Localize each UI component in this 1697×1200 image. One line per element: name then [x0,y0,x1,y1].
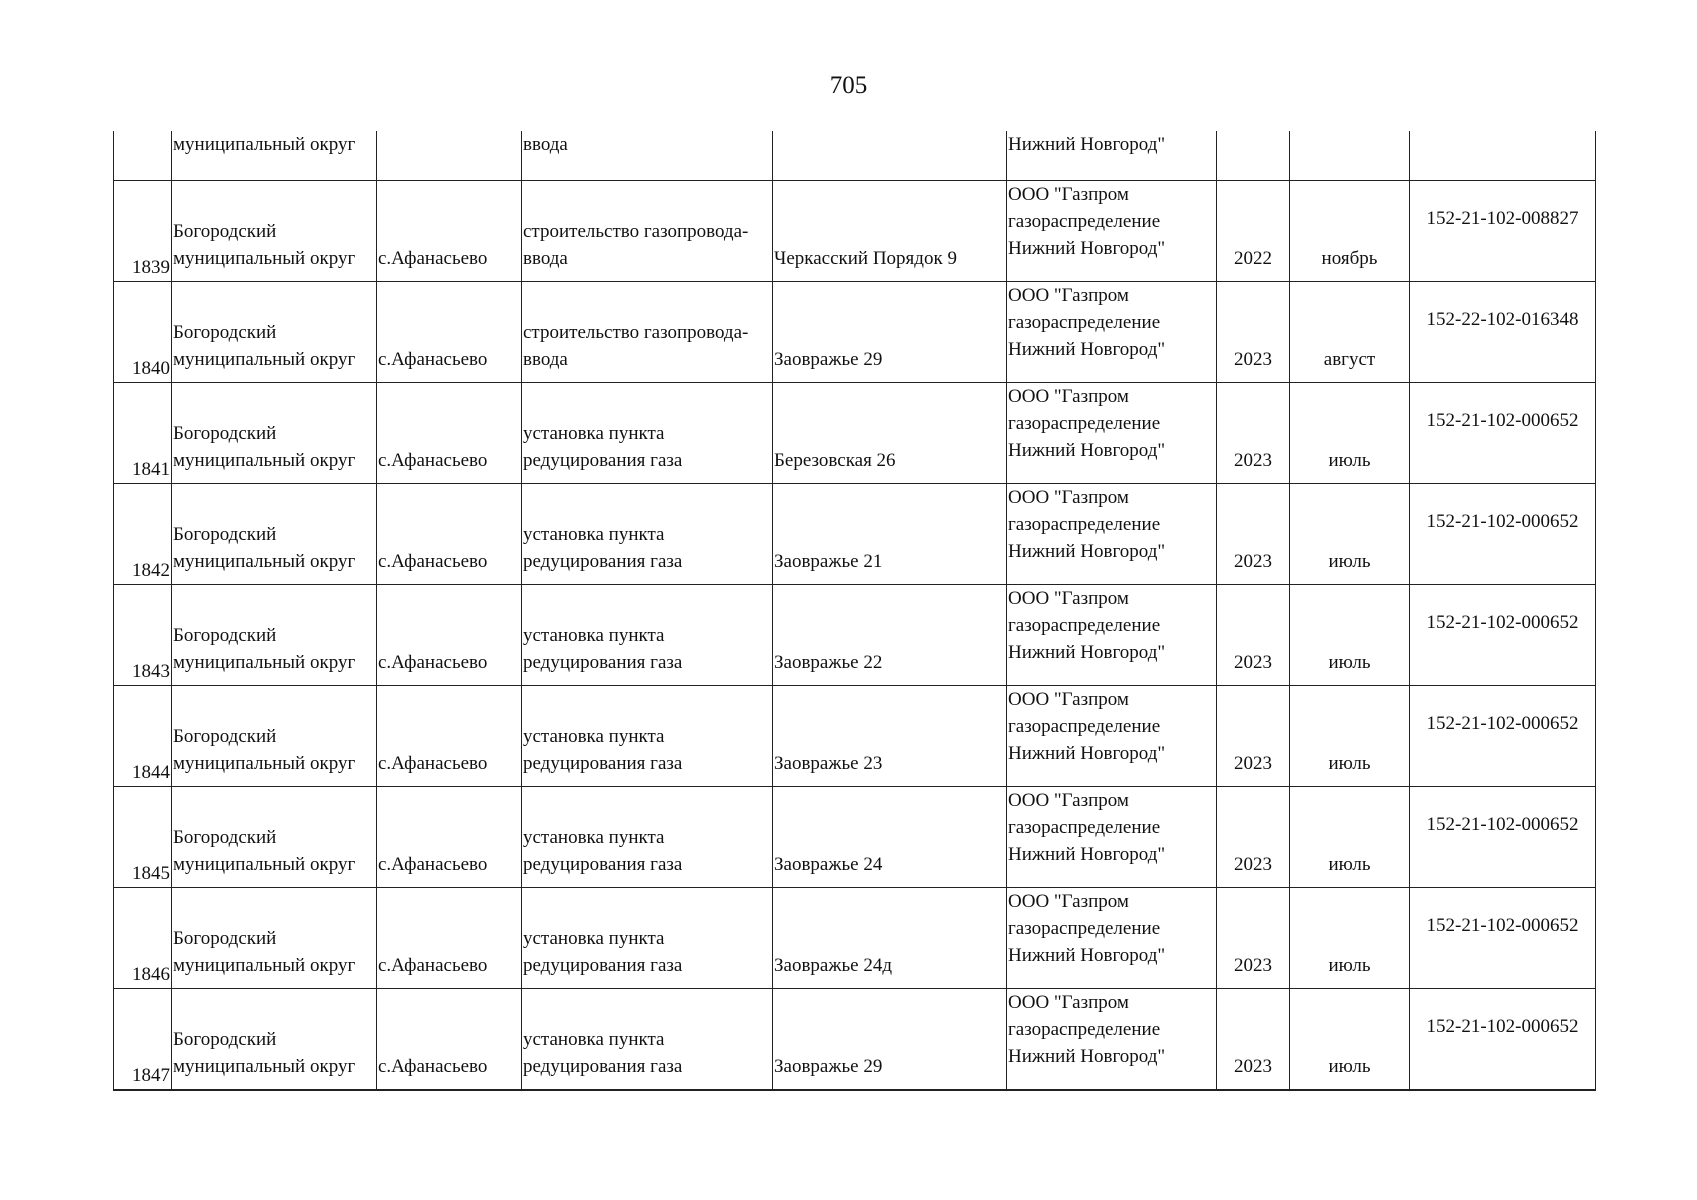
cell-settlement [377,686,522,787]
year: 2022 [1234,247,1272,269]
year: 2023 [1234,449,1272,471]
month: июль [1328,853,1371,875]
cell-work [522,787,773,888]
district-line-2: муниципальный округ [173,1055,356,1077]
settlement: с.Афанасьево [378,348,488,370]
org-line-3: Нижний Новгород" [1008,238,1166,259]
cell-code [1410,787,1596,888]
year: 2023 [1234,550,1272,572]
cell-address [773,181,1007,282]
year: 2023 [1234,752,1272,774]
page-number: 705 [829,72,868,99]
row-number: 1840 [114,282,172,383]
table-row [114,888,1596,989]
cell-year [1217,787,1290,888]
cell-year [1217,989,1290,1091]
cell-month [1290,383,1410,484]
gas-works-table [113,131,1596,1091]
table-row [114,383,1596,484]
table-row [114,181,1596,282]
cell-month [1290,787,1410,888]
row-number: 1842 [114,484,172,585]
cell-address [773,282,1007,383]
row-number: 1846 [114,888,172,989]
year: 2023 [1234,348,1272,370]
cell-code [1410,282,1596,383]
work-line-1: установка пункта [523,826,665,848]
work-line-1: установка пункта [523,725,665,747]
work-line-2: редуцирования газа [523,1055,683,1077]
month: июль [1328,449,1371,471]
org-line-1: ООО "Газпром [1008,285,1129,306]
district-line-1: Богородский [173,1028,277,1050]
work-line-1: установка пункта [523,1028,665,1050]
cell-year [1217,585,1290,686]
district-line-1: Богородский [173,725,277,747]
code: 152-21-102-008827 [1426,207,1579,229]
org-line-3: Нижний Новгород" [1008,1046,1166,1067]
work-line-2: редуцирования газа [523,550,683,572]
cell-work [522,484,773,585]
month: июль [1328,752,1371,774]
org-line-1: ООО "Газпром [1008,184,1129,205]
cell-settlement [377,989,522,1091]
org-line-3: Нижний Новгород" [1008,743,1166,764]
code: 152-21-102-000652 [1426,813,1579,835]
year: 2023 [1234,1055,1272,1077]
cell-settlement [377,787,522,888]
cell-code [1410,181,1596,282]
org-line-1: ООО "Газпром [1008,588,1129,609]
cell-year [1217,686,1290,787]
cell-settlement [377,888,522,989]
work-line-2: редуцирования газа [523,853,683,875]
cell-num [114,131,172,181]
org-line-2: газораспределение [1008,1019,1161,1040]
cell-district [172,989,377,1091]
org-line-1: ООО "Газпром [1008,790,1129,811]
cell-year [1217,131,1290,181]
month: ноябрь [1321,247,1378,269]
cell-code [1410,484,1596,585]
cell-month [1290,585,1410,686]
district-line-2: муниципальный округ [173,752,356,774]
cell-address [773,585,1007,686]
settlement: с.Афанасьево [378,853,488,875]
work-line-1: установка пункта [523,523,665,545]
cell-settlement [377,131,522,181]
cell-address [773,787,1007,888]
address: Березовская 26 [774,449,896,471]
address: Заовражье 24 [774,853,883,875]
cell-work [522,686,773,787]
org-line-3: Нижний Новгород" [1008,642,1166,663]
cell-district [172,181,377,282]
cell-district [172,484,377,585]
district-line-2: муниципальный округ [173,449,356,471]
table-row [114,686,1596,787]
address: Заовражье 29 [774,1055,883,1077]
cell-organization [1007,181,1217,282]
cell-district [172,585,377,686]
cell-year [1217,181,1290,282]
cell-organization [1007,282,1217,383]
org-line-2: газораспределение [1008,211,1161,232]
district-line-1: Богородский [173,321,277,343]
district-line-2: муниципальный округ [173,651,356,673]
cell-code [1410,383,1596,484]
cell-work [522,181,773,282]
code: 152-22-102-016348 [1426,308,1579,330]
cell-address [773,686,1007,787]
cell-year [1217,282,1290,383]
work-line-1: строительство газопровода- [523,220,749,242]
district-line-2: муниципальный округ [173,853,356,875]
cell-address [773,989,1007,1091]
code: 152-21-102-000652 [1426,611,1579,633]
cell-month [1290,282,1410,383]
cell-work [522,888,773,989]
cell-code [1410,131,1596,181]
code: 152-21-102-000652 [1426,510,1579,532]
code: 152-21-102-000652 [1426,914,1579,936]
month: июль [1328,550,1371,572]
org-line-1: ООО "Газпром [1008,689,1129,710]
cell-organization [1007,989,1217,1091]
district-line-1: Богородский [173,220,277,242]
org-line-2: газораспределение [1008,312,1161,333]
settlement: с.Афанасьево [378,247,488,269]
org-line-1: ООО "Газпром [1008,386,1129,407]
org-line-3: Нижний Новгород" [1008,541,1166,562]
cell-address [773,131,1007,181]
settlement: с.Афанасьево [378,550,488,572]
org-line-2: газораспределение [1008,514,1161,535]
org-line-1: ООО "Газпром [1008,487,1129,508]
district-line-1: Богородский [173,523,277,545]
cell-district [172,383,377,484]
address: Черкасский Порядок 9 [774,247,957,269]
org-line-3: Нижний Новгород" [1008,945,1166,966]
cell-code [1410,686,1596,787]
address: Заовражье 24д [774,954,892,976]
settlement: с.Афанасьево [378,954,488,976]
cell-district: муниципальный округ [172,131,377,181]
year: 2023 [1234,651,1272,673]
cell-organization [1007,484,1217,585]
cell-organization [1007,888,1217,989]
table-row-continuation [114,131,1596,181]
org-line-2: газораспределение [1008,615,1161,636]
code: 152-21-102-000652 [1426,712,1579,734]
cell-district [172,787,377,888]
cell-organization [1007,787,1217,888]
cell-work [522,585,773,686]
work-line-1: установка пункта [523,927,665,949]
work-line-2: редуцирования газа [523,449,683,471]
work-line-2: редуцирования газа [523,954,683,976]
work-line-1: строительство газопровода- [523,321,749,343]
cell-organization [1007,585,1217,686]
org-line-1: ООО "Газпром [1008,891,1129,912]
row-number: 1841 [114,383,172,484]
org-line-3: Нижний Новгород" [1008,844,1166,865]
address: Заовражье 21 [774,550,883,572]
cell-month [1290,888,1410,989]
cell-address [773,888,1007,989]
cell-settlement [377,383,522,484]
cell-month [1290,131,1410,181]
settlement: с.Афанасьево [378,1055,488,1077]
table-row [114,282,1596,383]
settlement: с.Афанасьево [378,449,488,471]
cell-organization: Нижний Новгород" [1007,131,1217,181]
work-line-1: установка пункта [523,624,665,646]
row-number: 1839 [114,181,172,282]
code: 152-21-102-000652 [1426,409,1579,431]
month: июль [1328,954,1371,976]
address: Заовражье 22 [774,651,883,673]
cell-district [172,282,377,383]
cell-work [522,383,773,484]
org-line-2: газораспределение [1008,413,1161,434]
cell-district [172,686,377,787]
work-line-2: редуцирования газа [523,651,683,673]
org-line-3: Нижний Новгород" [1008,339,1166,360]
district-line-2: муниципальный округ [173,550,356,572]
cell-code [1410,989,1596,1091]
org-line-2: газораспределение [1008,918,1161,939]
org-line-3: Нижний Новгород" [1008,440,1166,461]
row-number: 1847 [114,989,172,1091]
month: август [1323,348,1376,370]
cell-work: ввода [522,131,773,181]
district-line-1: Богородский [173,826,277,848]
address: Заовражье 23 [774,752,883,774]
cell-district [172,888,377,989]
row-number: 1844 [114,686,172,787]
cell-organization [1007,686,1217,787]
cell-year [1217,888,1290,989]
district-line-2: муниципальный округ [173,247,356,269]
address: Заовражье 29 [774,348,883,370]
row-number: 1845 [114,787,172,888]
org-line-2: газораспределение [1008,817,1161,838]
table-row [114,585,1596,686]
settlement: с.Афанасьево [378,752,488,774]
month: июль [1328,1055,1371,1077]
settlement: с.Афанасьево [378,651,488,673]
cell-work [522,282,773,383]
cell-month [1290,484,1410,585]
cell-work [522,989,773,1091]
district-line-2: муниципальный округ [173,348,356,370]
cell-month [1290,989,1410,1091]
work-line-1: установка пункта [523,422,665,444]
cell-organization [1007,383,1217,484]
year: 2023 [1234,954,1272,976]
cell-code [1410,585,1596,686]
code: 152-21-102-000652 [1426,1015,1579,1037]
cell-settlement [377,282,522,383]
cell-year [1217,484,1290,585]
cell-address [773,484,1007,585]
table-row [114,989,1596,1091]
cell-address [773,383,1007,484]
year: 2023 [1234,853,1272,875]
work-line-2: редуцирования газа [523,752,683,774]
org-line-2: газораспределение [1008,716,1161,737]
district-line-1: Богородский [173,927,277,949]
row-number: 1843 [114,585,172,686]
cell-year [1217,383,1290,484]
cell-code [1410,888,1596,989]
cell-month [1290,686,1410,787]
work-line-2: ввода [523,348,568,370]
district-line-1: Богородский [173,624,277,646]
table-row [114,787,1596,888]
org-line-1: ООО "Газпром [1008,992,1129,1013]
cell-settlement [377,484,522,585]
cell-settlement [377,181,522,282]
district-line-2: муниципальный округ [173,954,356,976]
table-row [114,484,1596,585]
cell-settlement [377,585,522,686]
district-line-1: Богородский [173,422,277,444]
cell-month [1290,181,1410,282]
month: июль [1328,651,1371,673]
work-line-2: ввода [523,247,568,269]
